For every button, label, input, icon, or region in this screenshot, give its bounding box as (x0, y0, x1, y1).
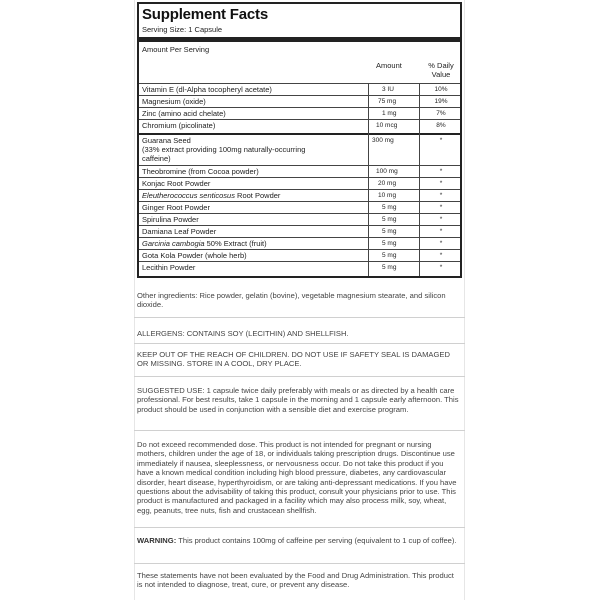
ingredient-name-detail: (33% extract providing 100mg naturally-occurring (142, 145, 306, 154)
daily-value-header-line1: % Daily (428, 61, 454, 70)
ingredient-name: Ginger Root Powder (142, 203, 210, 212)
supplement-facts-box (137, 2, 462, 278)
ingredient-name (142, 136, 367, 163)
ingredient-name-italic: Garcinia cambogia (142, 239, 205, 248)
divider (134, 343, 465, 344)
table-row (139, 119, 460, 131)
dv-column-rule (419, 83, 420, 276)
table-row (139, 249, 460, 261)
supplement-facts-title: Supplement Facts (142, 6, 268, 23)
ingredient-name (142, 191, 367, 200)
other-ingredients-text: Other ingredients: Rice powder, gelatin (bovine), vegetable magnesium stearate, and silicon dioxide. (137, 291, 446, 310)
ingredient-dv: * (439, 180, 443, 187)
thick-divider (139, 37, 460, 42)
nutrient-dv: 10% (434, 86, 448, 93)
ingredient-dv: * (439, 264, 443, 271)
ingredient-dv: * (439, 252, 443, 259)
table-row (139, 261, 460, 273)
ingredient-amount: 300 mg (372, 137, 394, 144)
amount-column-header: Amount (376, 61, 402, 70)
serving-size: Serving Size: 1 Capsule (142, 25, 223, 34)
nutrient-dv: 19% (434, 98, 448, 105)
ingredient-amount: 5 mg (382, 252, 397, 259)
ingredient-amount: 5 mg (382, 264, 397, 271)
table-row (139, 83, 460, 95)
table-row (139, 107, 460, 119)
ingredient-amount: 100 mg (376, 168, 398, 175)
ingredient-name-main: Guarana Seed (142, 136, 191, 145)
allergens-text: ALLERGENS: CONTAINS SOY (LECITHIN) AND SHELLFISH. (137, 329, 349, 338)
keep-out-text: KEEP OUT OF THE REACH OF CHILDREN. DO NOT USE IF SAFETY SEAL IS DAMAGED OR MISSING. STORE IN A COOL, DRY PLACE. (137, 350, 450, 369)
ingredient-name (142, 239, 367, 248)
nutrient-amount: 10 mcg (376, 122, 398, 129)
ingredient-name: Gota Kola Powder (whole herb) (142, 251, 247, 260)
ingredient-name: Konjac Root Powder (142, 179, 211, 188)
ingredient-amount: 5 mg (382, 228, 397, 235)
ingredient-amount: 20 mg (378, 180, 397, 187)
table-row (139, 189, 460, 201)
ingredient-amount: 5 mg (382, 204, 397, 211)
table-row (139, 225, 460, 237)
nutrient-name: Zinc (amino acid chelate) (142, 109, 226, 118)
divider (134, 376, 465, 377)
ingredient-dv: * (439, 216, 443, 223)
precautions-text: Do not exceed recommended dose. This product is not intended for pregnant or nursing mothers, children under the age of 18, or individuals taking prescription drugs. Discontinue use immediately if nausea, sleeplessness, or nervousness occur. Do not take this product if you have a known medical condition including high blood pressure, diabetes, any cardiovascular disorder, heart disease, hyperthyroidism, or are taking anti-depressant medications. If you have questions about the advisability of taking this product, consult your physicians prior to use. This product is manufactured and packaged in a facility which may also process milk, soy, wheat, egg, peanuts, tree nuts, fish and crustacean shellfish. (137, 440, 457, 515)
ingredient-amount: 5 mg (382, 240, 397, 247)
warning-body: This product contains 100mg of caffeine per serving (equivalent to 1 cup of coffee). (176, 536, 457, 545)
ingredient-dv: * (439, 168, 443, 175)
divider (134, 527, 465, 528)
ingredient-amount: 10 mg (378, 192, 397, 199)
nutrient-amount: 75 mg (378, 98, 397, 105)
ingredient-dv: * (439, 192, 443, 199)
divider (134, 563, 465, 564)
ingredient-name: Theobromine (from Cocoa powder) (142, 167, 259, 176)
table-row (139, 213, 460, 225)
table-row (139, 201, 460, 213)
nutrient-name: Magnesium (oxide) (142, 97, 206, 106)
ingredient-dv: * (439, 228, 443, 235)
ingredient-name-rest: Root Powder (234, 191, 281, 200)
amount-column-rule (368, 83, 369, 276)
warning-text (137, 536, 459, 545)
ingredient-name-rest: 50% Extract (fruit) (204, 239, 267, 248)
table-row (139, 237, 460, 249)
table-row (139, 95, 460, 107)
amount-per-serving-heading: Amount Per Serving (142, 45, 210, 54)
fda-disclaimer-text: These statements have not been evaluated by the Food and Drug Administration. This product is not intended to diagnose, treat, cure, or prevent any disease. (137, 571, 454, 590)
daily-value-column-header (422, 61, 460, 79)
ingredient-name: Lecithin Powder (142, 263, 196, 272)
ingredient-name-detail: caffeine) (142, 154, 171, 163)
ingredient-name-italic: Eleutherococcus senticosus (142, 191, 235, 200)
ingredient-dv: * (439, 137, 443, 144)
table-row (139, 135, 460, 165)
warning-label: WARNING: (137, 536, 177, 545)
ingredient-name: Spirulina Powder (142, 215, 199, 224)
table-row (139, 165, 460, 177)
daily-value-header-line2: Value (431, 70, 451, 79)
nutrient-dv: 7% (436, 110, 446, 117)
nutrient-name: Chromium (picolinate) (142, 121, 216, 130)
nutrient-amount: 1 mg (382, 110, 397, 117)
ingredient-name: Damiana Leaf Powder (142, 227, 217, 236)
nutrient-name: Vitamin E (dl-Alpha tocopheryl acetate) (142, 85, 272, 94)
table-row (139, 177, 460, 189)
ingredient-amount: 5 mg (382, 216, 397, 223)
suggested-use-text: SUGGESTED USE: 1 capsule twice daily preferably with meals or as directed by a health care professional. For best results, take 1 capsule in the morning and 1 capsule early afternoon. This product should be used in conjunction with a sensible diet and exercise program. (137, 386, 459, 414)
divider (134, 430, 465, 431)
divider (134, 317, 465, 318)
ingredient-dv: * (439, 204, 443, 211)
nutrient-amount: 3 IU (382, 86, 394, 93)
ingredient-dv: * (439, 240, 443, 247)
nutrient-dv: 8% (436, 122, 446, 129)
